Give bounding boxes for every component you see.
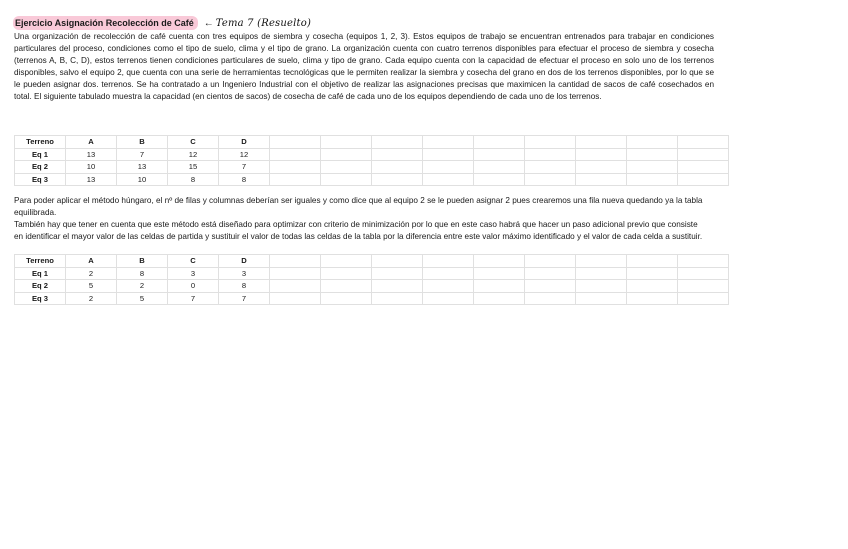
empty-cell — [576, 292, 627, 305]
value-cell: 7 — [117, 148, 168, 161]
empty-cell — [576, 173, 627, 186]
value-cell: 13 — [66, 173, 117, 186]
table-row — [15, 292, 729, 305]
empty-cell — [372, 136, 423, 149]
empty-cell — [321, 267, 372, 280]
header-cell: Terreno — [15, 136, 66, 149]
empty-cell — [423, 267, 474, 280]
empty-cell — [474, 136, 525, 149]
empty-cell — [423, 136, 474, 149]
value-cell: 12 — [168, 148, 219, 161]
value-cell: 0 — [168, 280, 219, 293]
row-header-cell: Eq 2 — [15, 280, 66, 293]
empty-cell — [678, 148, 729, 161]
capacity-table — [14, 135, 729, 186]
handwritten-arrow: ← — [203, 17, 214, 29]
empty-cell — [423, 280, 474, 293]
empty-cell — [525, 173, 576, 186]
empty-cell — [270, 280, 321, 293]
row-header-cell: Eq 1 — [15, 148, 66, 161]
empty-cell — [423, 255, 474, 268]
empty-cell — [576, 280, 627, 293]
empty-cell — [678, 255, 729, 268]
value-cell: 15 — [168, 161, 219, 174]
header-cell: A — [66, 136, 117, 149]
empty-cell — [678, 267, 729, 280]
table-row — [15, 148, 729, 161]
empty-cell — [525, 255, 576, 268]
header-cell: D — [219, 136, 270, 149]
value-cell: 2 — [117, 280, 168, 293]
empty-cell — [678, 161, 729, 174]
handwritten-annotation: Tema 7 (Resuelto) — [215, 17, 312, 29]
value-cell: 13 — [117, 161, 168, 174]
empty-cell — [474, 161, 525, 174]
exercise-title: Ejercicio Asignación Recolección de Café — [13, 16, 198, 30]
empty-cell — [270, 292, 321, 305]
title-row — [13, 16, 311, 30]
empty-cell — [270, 148, 321, 161]
empty-cell — [576, 136, 627, 149]
value-cell: 8 — [219, 280, 270, 293]
transformed-table — [14, 254, 729, 305]
empty-cell — [627, 161, 678, 174]
value-cell: 7 — [219, 292, 270, 305]
empty-cell — [270, 136, 321, 149]
empty-cell — [474, 292, 525, 305]
empty-cell — [678, 136, 729, 149]
value-cell: 8 — [219, 173, 270, 186]
empty-cell — [525, 267, 576, 280]
empty-cell — [372, 161, 423, 174]
empty-cell — [423, 292, 474, 305]
value-cell: 10 — [117, 173, 168, 186]
value-cell: 2 — [66, 267, 117, 280]
row-header-cell: Eq 1 — [15, 267, 66, 280]
empty-cell — [474, 280, 525, 293]
empty-cell — [270, 161, 321, 174]
empty-cell — [678, 292, 729, 305]
explanation-paragraph-1: Para poder aplicar el método húngaro, el nº de filas y columnas deberían ser iguales y como dice que al equipo 2 se le pueden asignar 2 pues crearemos una fila nueva quedando ya la tabla equilibrada. — [14, 196, 703, 217]
value-cell: 7 — [168, 292, 219, 305]
value-cell: 3 — [219, 267, 270, 280]
empty-cell — [678, 173, 729, 186]
empty-cell — [321, 161, 372, 174]
empty-cell — [525, 292, 576, 305]
value-cell: 10 — [66, 161, 117, 174]
value-cell: 8 — [117, 267, 168, 280]
empty-cell — [627, 267, 678, 280]
empty-cell — [525, 148, 576, 161]
table-header-row — [15, 136, 729, 149]
empty-cell — [576, 148, 627, 161]
header-cell: B — [117, 136, 168, 149]
empty-cell — [321, 136, 372, 149]
header-cell: Terreno — [15, 255, 66, 268]
header-cell: C — [168, 136, 219, 149]
empty-cell — [372, 148, 423, 161]
empty-cell — [474, 173, 525, 186]
table-header-row — [15, 255, 729, 268]
empty-cell — [321, 280, 372, 293]
empty-cell — [474, 267, 525, 280]
empty-cell — [423, 161, 474, 174]
table-row — [15, 280, 729, 293]
empty-cell — [627, 292, 678, 305]
empty-cell — [321, 173, 372, 186]
header-cell: C — [168, 255, 219, 268]
empty-cell — [372, 292, 423, 305]
empty-cell — [678, 280, 729, 293]
row-header-cell: Eq 2 — [15, 161, 66, 174]
value-cell: 7 — [219, 161, 270, 174]
empty-cell — [576, 161, 627, 174]
row-header-cell: Eq 3 — [15, 173, 66, 186]
empty-cell — [576, 255, 627, 268]
empty-cell — [270, 173, 321, 186]
header-cell: A — [66, 255, 117, 268]
table-row — [15, 173, 729, 186]
empty-cell — [423, 173, 474, 186]
empty-cell — [321, 148, 372, 161]
empty-cell — [372, 255, 423, 268]
empty-cell — [474, 148, 525, 161]
empty-cell — [423, 148, 474, 161]
empty-cell — [321, 292, 372, 305]
empty-cell — [270, 255, 321, 268]
empty-cell — [576, 267, 627, 280]
value-cell: 3 — [168, 267, 219, 280]
empty-cell — [372, 267, 423, 280]
empty-cell — [372, 280, 423, 293]
value-cell: 13 — [66, 148, 117, 161]
empty-cell — [627, 136, 678, 149]
value-cell: 5 — [117, 292, 168, 305]
value-cell: 8 — [168, 173, 219, 186]
empty-cell — [627, 173, 678, 186]
empty-cell — [321, 255, 372, 268]
value-cell: 5 — [66, 280, 117, 293]
header-cell: D — [219, 255, 270, 268]
empty-cell — [372, 173, 423, 186]
explanation-paragraph-2: También hay que tener en cuenta que este método está diseñado para optimizar con criterio de minimización por lo que en este caso habrá que hacer un paso adicional previo que consiste en identificar el mayor valor de las celdas de partida y sustituir el valor de todas las celdas de la tabla por la diferencia entre este valor máximo identificado y el valor de cada celda a sustituir. — [14, 219, 703, 241]
value-cell: 12 — [219, 148, 270, 161]
method-explanation — [14, 195, 704, 243]
value-cell: 2 — [66, 292, 117, 305]
table-row — [15, 161, 729, 174]
empty-cell — [627, 280, 678, 293]
empty-cell — [474, 255, 525, 268]
row-header-cell: Eq 3 — [15, 292, 66, 305]
problem-statement: Una organización de recolección de café cuenta con tres equipos de siembra y cosecha (equipos 1, 2, 3). Estos equipos de trabajo se encuentran entrenados para trabajar en condiciones particulares del proceso, condiciones como el tipo de suelo, clima y el tipo de grano. La organización cuenta con cuatro terrenos disponibles para efectuar el proceso de siembra y cosecha (terrenos A, B, C, D), estos terrenos tienen condiciones particulares de suelo, clima y tipo de grano. Cada equipo cuenta con la capacidad de efectuar el proceso en solo uno de los terrenos disponibles, salvo el equipo 2, que cuenta con una serie de herramientas tecnológicas que le permiten realizar la siembra y cosecha del grano en dos de los terrenos disponibles, por lo que se le pueden asignar dos. terrenos. Se ha contratado a un Ingeniero Industrial con el objetivo de realizar las asignaciones precisas que maximicen la cantidad de sacos de café cosechados en total. El siguiente tabulado muestra la capacidad (en cientos de sacos) de cosecha de café de cada uno de los equipos dependiendo de cada uno de los terrenos. — [14, 32, 714, 101]
table-row — [15, 267, 729, 280]
empty-cell — [627, 148, 678, 161]
empty-cell — [627, 255, 678, 268]
empty-cell — [525, 280, 576, 293]
empty-cell — [525, 136, 576, 149]
empty-cell — [270, 267, 321, 280]
empty-cell — [525, 161, 576, 174]
header-cell: B — [117, 255, 168, 268]
